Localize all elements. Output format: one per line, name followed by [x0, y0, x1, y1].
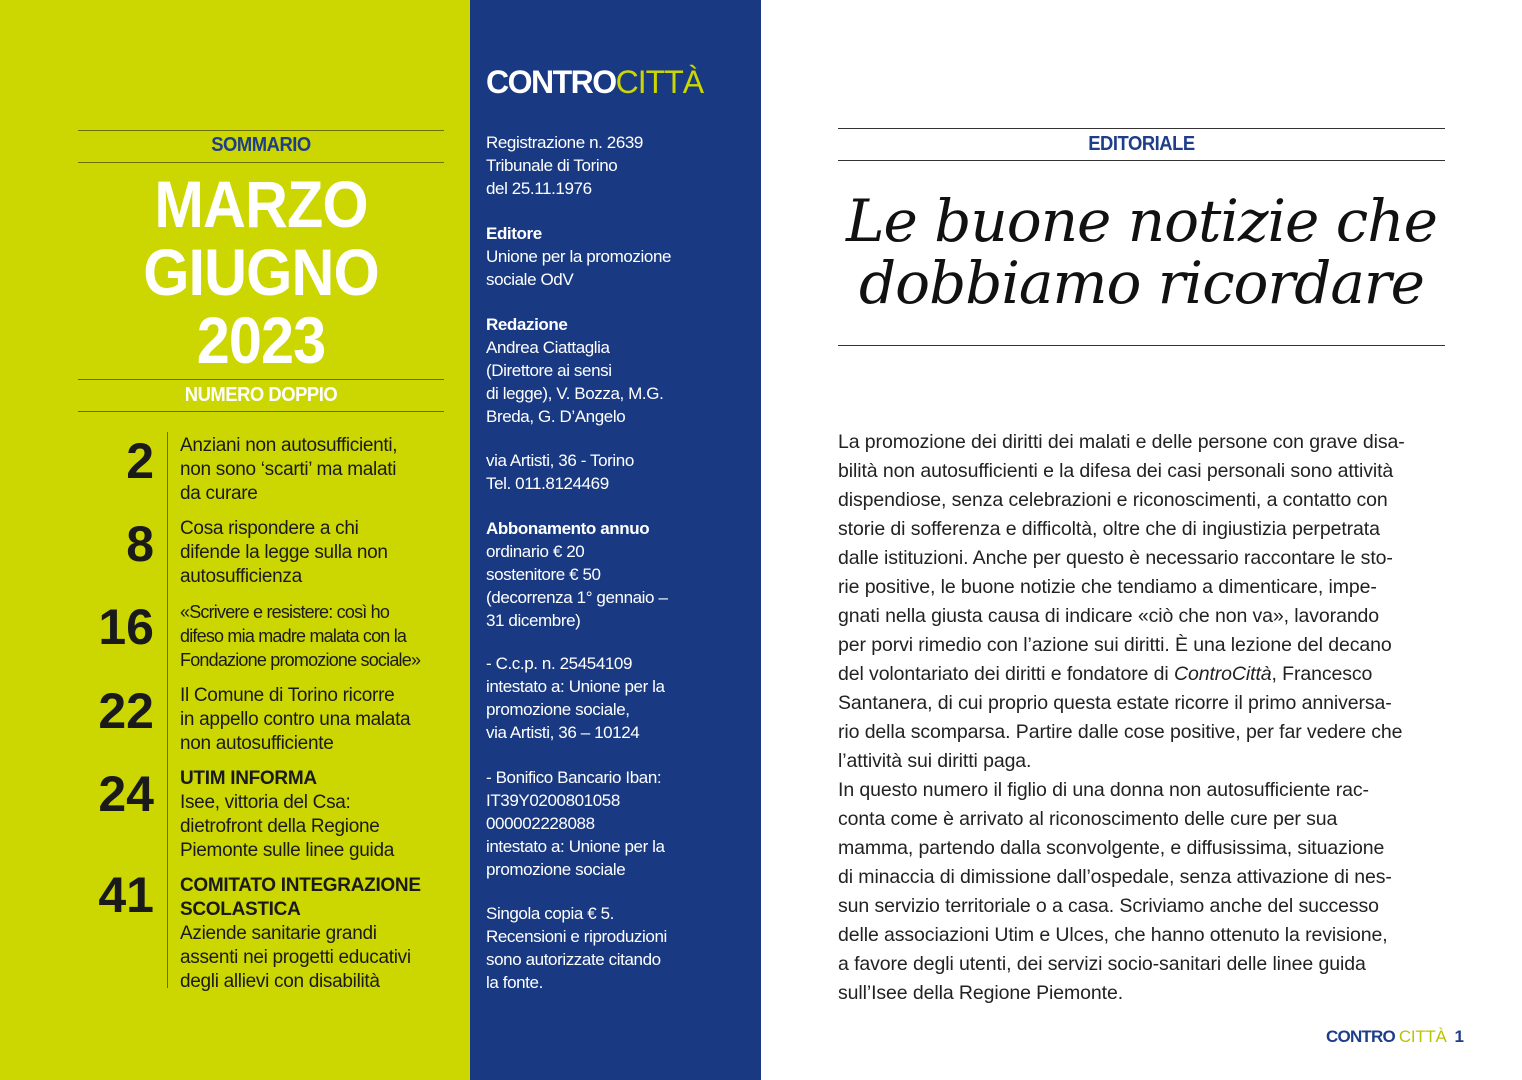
editoriale-label: EDITORIALE: [1088, 133, 1195, 155]
sommario-label: SOMMARIO: [211, 134, 311, 156]
colophon-heading: Editore: [486, 224, 542, 243]
colophon-line: (decorrenza 1° gennaio –: [486, 588, 668, 607]
divider: [78, 130, 444, 131]
editorial-headline: [838, 187, 1445, 317]
ccp-block: [486, 652, 748, 744]
colophon-line: Recensioni e riproduzioni: [486, 927, 667, 946]
toc-line: non sono ‘scarti’ ma malati: [180, 459, 397, 480]
colophon-line: del 25.11.1976: [486, 179, 592, 198]
body-line: storie di sofferenza e difficoltà, oltre che di ingiustizia perpetrata: [838, 518, 1380, 540]
body-line: Santanera, di cui proprio questa estate ricorre il primo anniversa-: [838, 692, 1392, 714]
colophon-line: Breda, G. D’Angelo: [486, 407, 626, 426]
body-line: La promozione dei diritti dei malati e delle persone con grave disa-: [838, 431, 1405, 453]
toc-line: Fondazione promozione sociale»: [180, 650, 421, 670]
body-line: sull’Isee della Regione Piemonte.: [838, 982, 1124, 1004]
footer-logo-citta: CITTÀ: [1398, 1027, 1447, 1046]
body-line: bilità non autosufficienti e la difesa dei casi personali sono attività: [838, 460, 1394, 482]
toc-line: autosufficienza: [180, 566, 302, 587]
toc-line: Aziende sanitarie grandi: [180, 923, 377, 944]
toc-entry-text: [180, 767, 470, 863]
issue-subtitle: NUMERO DOPPIO: [184, 384, 338, 406]
toc-line: difeso mia madre malata con la: [180, 626, 407, 646]
footer-logo-contro: CONTRO: [1326, 1027, 1395, 1046]
toc-line: degli allievi con disabilità: [180, 971, 380, 992]
editorial-body: [838, 428, 1450, 1008]
body-line: l’attività sui diritti paga.: [838, 750, 1032, 772]
issue-title-line: GIUGNO: [143, 235, 379, 309]
toc-section-label: UTIM INFORMA: [180, 768, 317, 789]
toc-line: in appello contro una malata: [180, 709, 411, 730]
divider: [78, 379, 444, 380]
toc-entry-text: [180, 874, 470, 994]
body-line: dispendiose, senza celebrazioni e riconoscimenti, a contatto con: [838, 489, 1388, 511]
bonifico-block: [486, 766, 748, 881]
colophon-line: via Artisti, 36 – 10124: [486, 723, 640, 742]
masthead-logo: [486, 64, 703, 101]
toc-entry-text: [180, 517, 470, 589]
headline-line: dobbiamo ricordare: [859, 249, 1424, 317]
colophon-line: IT39Y0200801058: [486, 791, 620, 810]
body-line: dalle istituzioni. Anche per questo è necessario raccontare le sto-: [838, 547, 1393, 569]
toc-line: dietrofront della Regione: [180, 816, 380, 837]
colophon-line: sono autorizzate citando: [486, 950, 661, 969]
headline-line: Le buone notizie che: [846, 187, 1437, 255]
colophon-line: promozione sociale,: [486, 700, 630, 719]
colophon-line: Andrea Ciattaglia: [486, 338, 610, 357]
colophon-line: Singola copia € 5.: [486, 904, 614, 923]
colophon-line: Tel. 011.8124469: [486, 474, 609, 493]
toc-line: non autosufficiente: [180, 733, 334, 754]
colophon-line: intestato a: Unione per la: [486, 837, 665, 856]
editore-block: [486, 222, 748, 291]
toc-line: assenti nei progetti educativi: [180, 947, 411, 968]
toc-page-number: 24: [98, 766, 154, 822]
colophon-line: ordinario € 20: [486, 542, 585, 561]
body-line: a favore degli utenti, dei servizi socio-sanitari delle linee guida: [838, 953, 1366, 975]
page-footer: [1326, 1027, 1464, 1047]
colophon-line: promozione sociale: [486, 860, 626, 879]
abbonamento-block: [486, 517, 748, 632]
issue-title-line: 2023: [196, 303, 326, 377]
body-line: del volontariato dei diritti e fondatore di ControCittà, Francesco: [838, 663, 1373, 685]
body-line: gnati nella giusta causa di indicare «ciò che non va», lavorando: [838, 605, 1380, 627]
body-line: rio della scomparsa. Partire dalle cose positive, per far vedere che: [838, 721, 1403, 743]
editoriale-column: [761, 0, 1522, 1080]
toc-entry-text: [180, 684, 470, 756]
toc-entry-text: [180, 600, 470, 672]
colophon-heading: Abbonamento annuo: [486, 519, 650, 538]
logo-citta: CITTÀ: [615, 64, 704, 100]
colophon-line: Tribunale di Torino: [486, 156, 618, 175]
colophon-line: via Artisti, 36 - Torino: [486, 451, 634, 470]
colophon-line: Unione per la promozione: [486, 247, 672, 266]
colophon-line: di legge), V. Bozza, M.G.: [486, 384, 664, 403]
divider: [78, 411, 444, 412]
body-line: per porvi rimedio con l’azione sui diritti. È una lezione del decano: [838, 634, 1392, 656]
toc-line: da curare: [180, 483, 258, 504]
body-line: mamma, partendo dalla sconvolgente, e diffusissima, situazione: [838, 837, 1385, 859]
toc-line: Il Comune di Torino ricorre: [180, 685, 395, 706]
logo-contro: CONTRO: [486, 64, 616, 100]
page-number: 1: [1454, 1027, 1464, 1046]
colophon-line: Registrazione n. 2639: [486, 133, 643, 152]
colophon-line: sociale OdV: [486, 270, 574, 289]
toc-page-number: 8: [126, 516, 154, 572]
colophon-line: sostenitore € 50: [486, 565, 601, 584]
body-line: rie positive, le buone notizie che tendiamo a dimenticare, impe-: [838, 576, 1377, 598]
colophon-heading: Redazione: [486, 315, 568, 334]
toc-page-number: 22: [98, 683, 154, 739]
body-line: delle associazioni Utim e Ulces, che hanno ottenuto la revisione,: [838, 924, 1388, 946]
registrazione-block: [486, 131, 748, 200]
copia-block: [486, 902, 748, 994]
body-line: conta come è arrivato al riconoscimento delle cure per sua: [838, 808, 1338, 830]
body-line: In questo numero il figlio di una donna non autosufficiente rac-: [838, 779, 1369, 801]
divider: [838, 160, 1445, 161]
toc-line: difende la legge sulla non: [180, 542, 388, 563]
toc-line: Piemonte sulle linee guida: [180, 840, 395, 861]
body-line: di minaccia di dimissione dall’ospedale, senza attivazione di nes-: [838, 866, 1392, 888]
colophon-line: 000002228088: [486, 814, 595, 833]
toc-section-label: SCOLASTICA: [180, 899, 301, 920]
sommario-column: [0, 0, 470, 1080]
redazione-block: [486, 313, 748, 428]
toc-vertical-divider: [167, 432, 168, 988]
address-block: [486, 449, 748, 495]
toc-line: Isee, vittoria del Csa:: [180, 792, 351, 813]
body-line: sun servizio territoriale o a casa. Scriviamo anche del successo: [838, 895, 1379, 917]
colophon-line: intestato a: Unione per la: [486, 677, 665, 696]
toc-line: Cosa rispondere a chi: [180, 518, 359, 539]
toc-page-number: 41: [98, 867, 154, 923]
toc-page-number: 16: [98, 599, 154, 655]
colophon-line: la fonte.: [486, 973, 543, 992]
colophon-line: 31 dicembre): [486, 611, 581, 630]
issue-title-line: MARZO: [154, 167, 368, 241]
colophon-line: (Direttore ai sensi: [486, 361, 612, 380]
issue-date-title: [96, 167, 425, 377]
colophon-line: - C.c.p. n. 25454109: [486, 654, 633, 673]
toc-section-label: COMITATO INTEGRAZIONE: [180, 875, 421, 896]
divider: [838, 345, 1445, 346]
toc-line: Anziani non autosufficienti,: [180, 435, 398, 456]
toc-entry-text: [180, 434, 470, 506]
divider: [78, 162, 444, 163]
toc-line: «Scrivere e resistere: così ho: [180, 602, 390, 622]
toc-page-number: 2: [126, 433, 154, 489]
colophon-line: - Bonifico Bancario Iban:: [486, 768, 662, 787]
divider: [838, 128, 1445, 129]
colophon-column: [470, 0, 761, 1080]
